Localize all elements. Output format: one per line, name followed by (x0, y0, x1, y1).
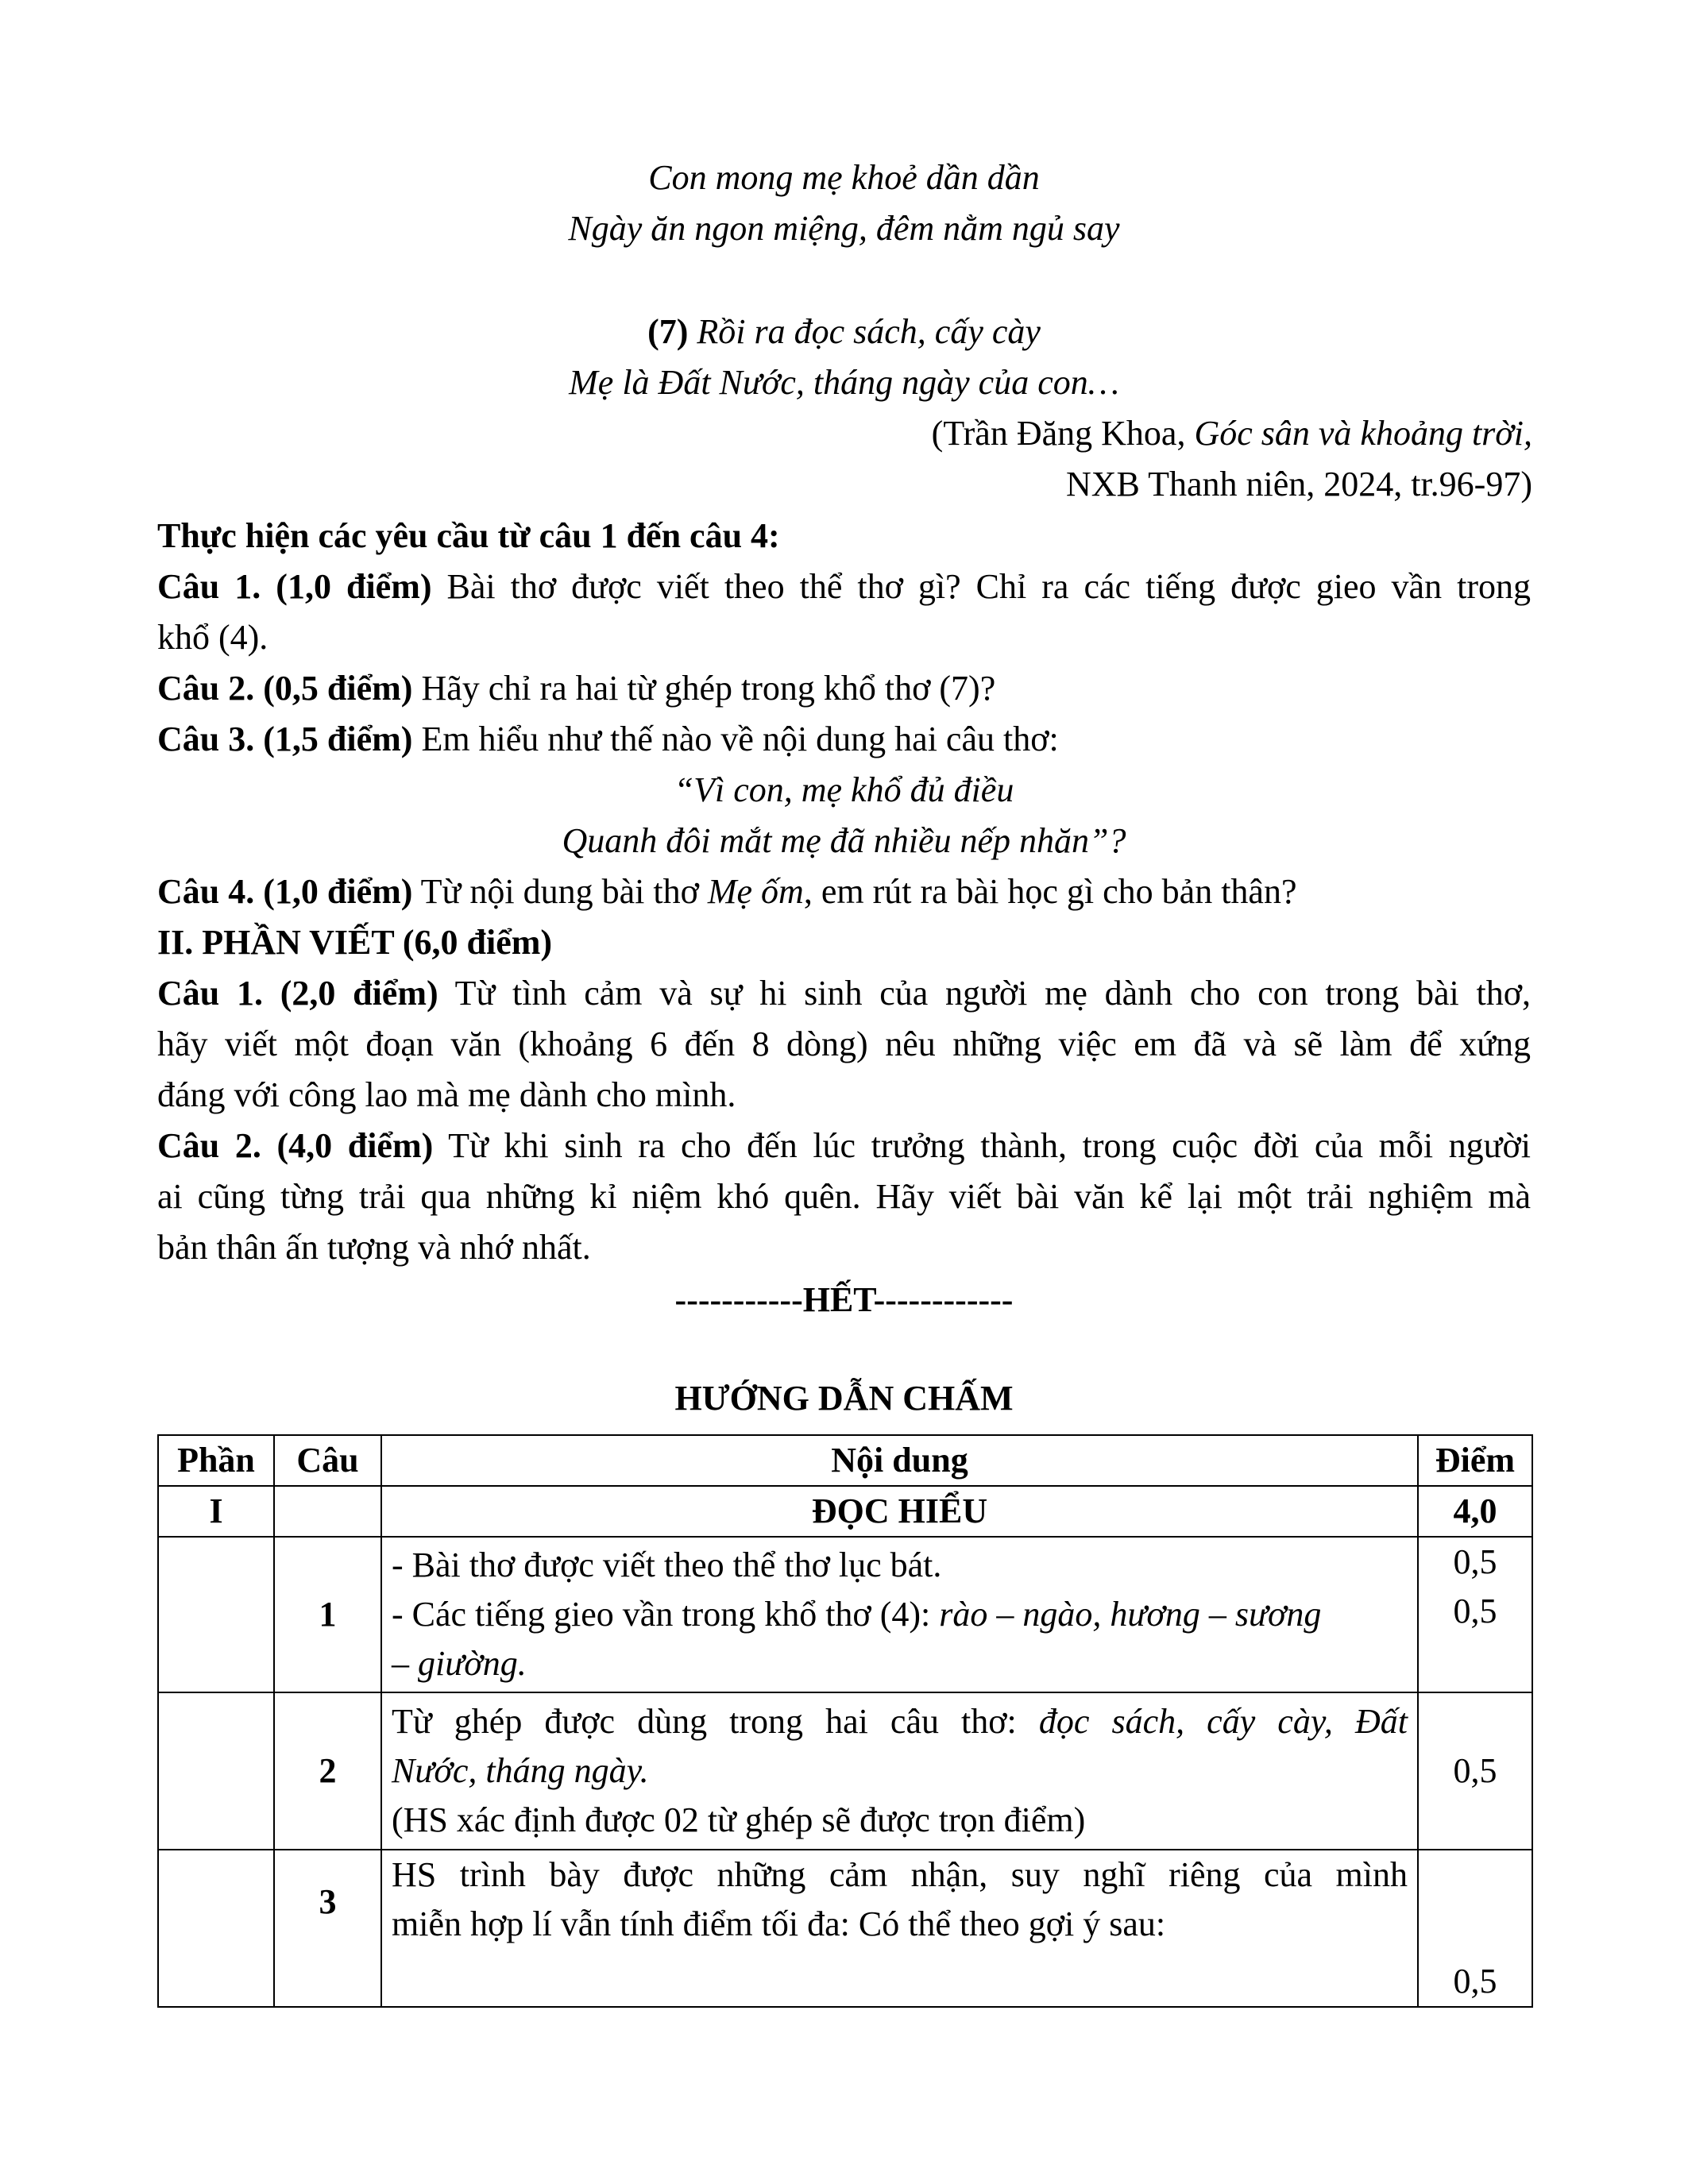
section-row (158, 1486, 1532, 1537)
answer-line: (HS xác định được 02 từ ghép sẽ được trọn điểm) (392, 1800, 1086, 1839)
question-label: Câu 4. (1,0 điểm) (157, 872, 413, 911)
quoted-verse: “Vì con, mẹ khổ đủ điều (674, 770, 1014, 809)
question-text-cont: bản thân ấn tượng và nhớ nhất. (157, 1228, 591, 1267)
writing-question-2 (157, 1121, 1531, 1171)
citation-author: (Trần Đăng Khoa, (931, 414, 1195, 453)
poem-line: Ngày ăn ngon miệng, đêm nằm ngủ say (568, 209, 1120, 248)
answer-text: Từ ghép được dùng trong hai câu thơ: (392, 1702, 1039, 1741)
question-text-cont: ai cũng từng trải qua những kỉ niệm khó quên. Hãy viết bài văn kể lại một trải nghiệm mà (157, 1177, 1531, 1216)
table-row (158, 1537, 1532, 1692)
empty-cell (274, 1486, 381, 1537)
answer-content (381, 1850, 1418, 2007)
score-value: 0,5 (1453, 1592, 1497, 1630)
question-text: Từ khi sinh ra cho đến lúc trưởng thành, trong cuộc đời của mỗi người (433, 1126, 1531, 1165)
reading-question-1 (157, 561, 1531, 612)
reading-question-3 (157, 714, 1531, 765)
empty-cell (158, 1850, 274, 2007)
guide-title: HƯỚNG DẪN CHẤM (674, 1379, 1014, 1418)
question-text-cont: khổ (4). (157, 618, 268, 657)
question-text-cont: đáng với công lao mà mẹ dành cho mình. (157, 1075, 736, 1114)
answer-line: - Bài thơ được viết theo thể thơ lục bát. (392, 1545, 942, 1584)
header-part: Phần (158, 1435, 274, 1486)
compound-words-cont: Nước, tháng ngày. (392, 1751, 649, 1790)
table-row (158, 1692, 1532, 1850)
writing-heading: II. PHẦN VIẾT (6,0 điểm) (157, 923, 553, 962)
answer-line (392, 1590, 1408, 1639)
score-cell (1418, 1537, 1532, 1692)
poem-line: Con mong mẹ khoẻ dần dần (648, 158, 1040, 197)
question-text: Từ nội dung bài thơ (412, 872, 708, 911)
poem-citation (932, 413, 1532, 453)
poem-line: Mẹ là Đất Nước, tháng ngày của con… (569, 363, 1119, 402)
header-score: Điểm (1418, 1435, 1532, 1486)
section-part: I (158, 1486, 274, 1537)
end-mark: -----------HẾT------------ (674, 1280, 1014, 1319)
empty-cell (158, 1692, 274, 1850)
table-row (158, 1850, 1532, 2007)
answer-line (392, 1697, 1408, 1746)
question-number: 3 (274, 1850, 381, 2007)
section-label: ĐỌC HIỂU (381, 1486, 1418, 1537)
poem-text: Rồi ra đọc sách, cấy cày (697, 312, 1041, 351)
header-content: Nội dung (381, 1435, 1418, 1486)
answer-line: HS trình bày được những cảm nhận, suy nghĩ riêng của mình (392, 1855, 1408, 1894)
score-value: 0,5 (1418, 1692, 1532, 1850)
question-text: Em hiểu như thế nào về nội dung hai câu thơ: (412, 720, 1059, 758)
question-label: Câu 2. (0,5 điểm) (157, 669, 413, 708)
citation-publisher: NXB Thanh niên, 2024, tr.96-97) (1065, 465, 1532, 504)
question-label: Câu 1. (2,0 điểm) (157, 974, 438, 1013)
question-text: Bài thơ được viết theo thể thơ gì? Chỉ ra các tiếng được gieo vần trong (431, 567, 1531, 606)
stanza-number: (7) (647, 312, 689, 351)
question-text: , em rút ra bài học gì cho bản thân? (803, 872, 1297, 911)
grading-table (157, 1434, 1533, 2008)
writing-question-1 (157, 968, 1531, 1019)
question-text: Từ tình cảm và sự hi sinh của người mẹ dành cho con trong bài thơ, (438, 974, 1531, 1013)
citation-book: Góc sân và khoảng trời, (1194, 414, 1532, 453)
question-text-cont: hãy viết một đoạn văn (khoảng 6 đến 8 dòng) nêu những việc em đã và sẽ làm để xứng (157, 1024, 1531, 1063)
quoted-verse: Quanh đôi mắt mẹ đã nhiều nếp nhăn”? (562, 821, 1126, 860)
answer-content (381, 1537, 1418, 1692)
reading-question-2 (157, 663, 1531, 714)
rhyme-words-cont: – giường. (392, 1644, 527, 1683)
score-value: 0,5 (1418, 1850, 1532, 2007)
compound-words: đọc sách, cấy cày, Đất (1038, 1702, 1408, 1741)
rhyme-words: rào – ngào, hương – sương (939, 1595, 1322, 1634)
question-text: Hãy chỉ ra hai từ ghép trong khổ thơ (7)? (412, 669, 996, 708)
question-label: Câu 2. (4,0 điểm) (157, 1126, 434, 1165)
poem-line (0, 311, 1688, 352)
answer-text: - Các tiếng gieo vần trong khổ thơ (4): (392, 1595, 940, 1634)
question-number: 1 (274, 1537, 381, 1692)
poem-title: Mẹ ốm (707, 872, 804, 911)
answer-line: miễn hợp lí vẫn tính điểm tối đa: Có thể theo gợi ý sau: (392, 1904, 1166, 1943)
table-header-row (158, 1435, 1532, 1486)
section-score: 4,0 (1418, 1486, 1532, 1537)
question-number: 2 (274, 1692, 381, 1850)
question-label: Câu 1. (1,0 điểm) (157, 567, 432, 606)
instruction-heading: Thực hiện các yêu cầu từ câu 1 đến câu 4: (157, 516, 780, 555)
reading-question-4 (157, 866, 1531, 917)
score-value: 0,5 (1453, 1542, 1497, 1581)
empty-cell (158, 1537, 274, 1692)
answer-content (381, 1692, 1418, 1850)
header-question: Câu (274, 1435, 381, 1486)
question-label: Câu 3. (1,5 điểm) (157, 720, 413, 758)
